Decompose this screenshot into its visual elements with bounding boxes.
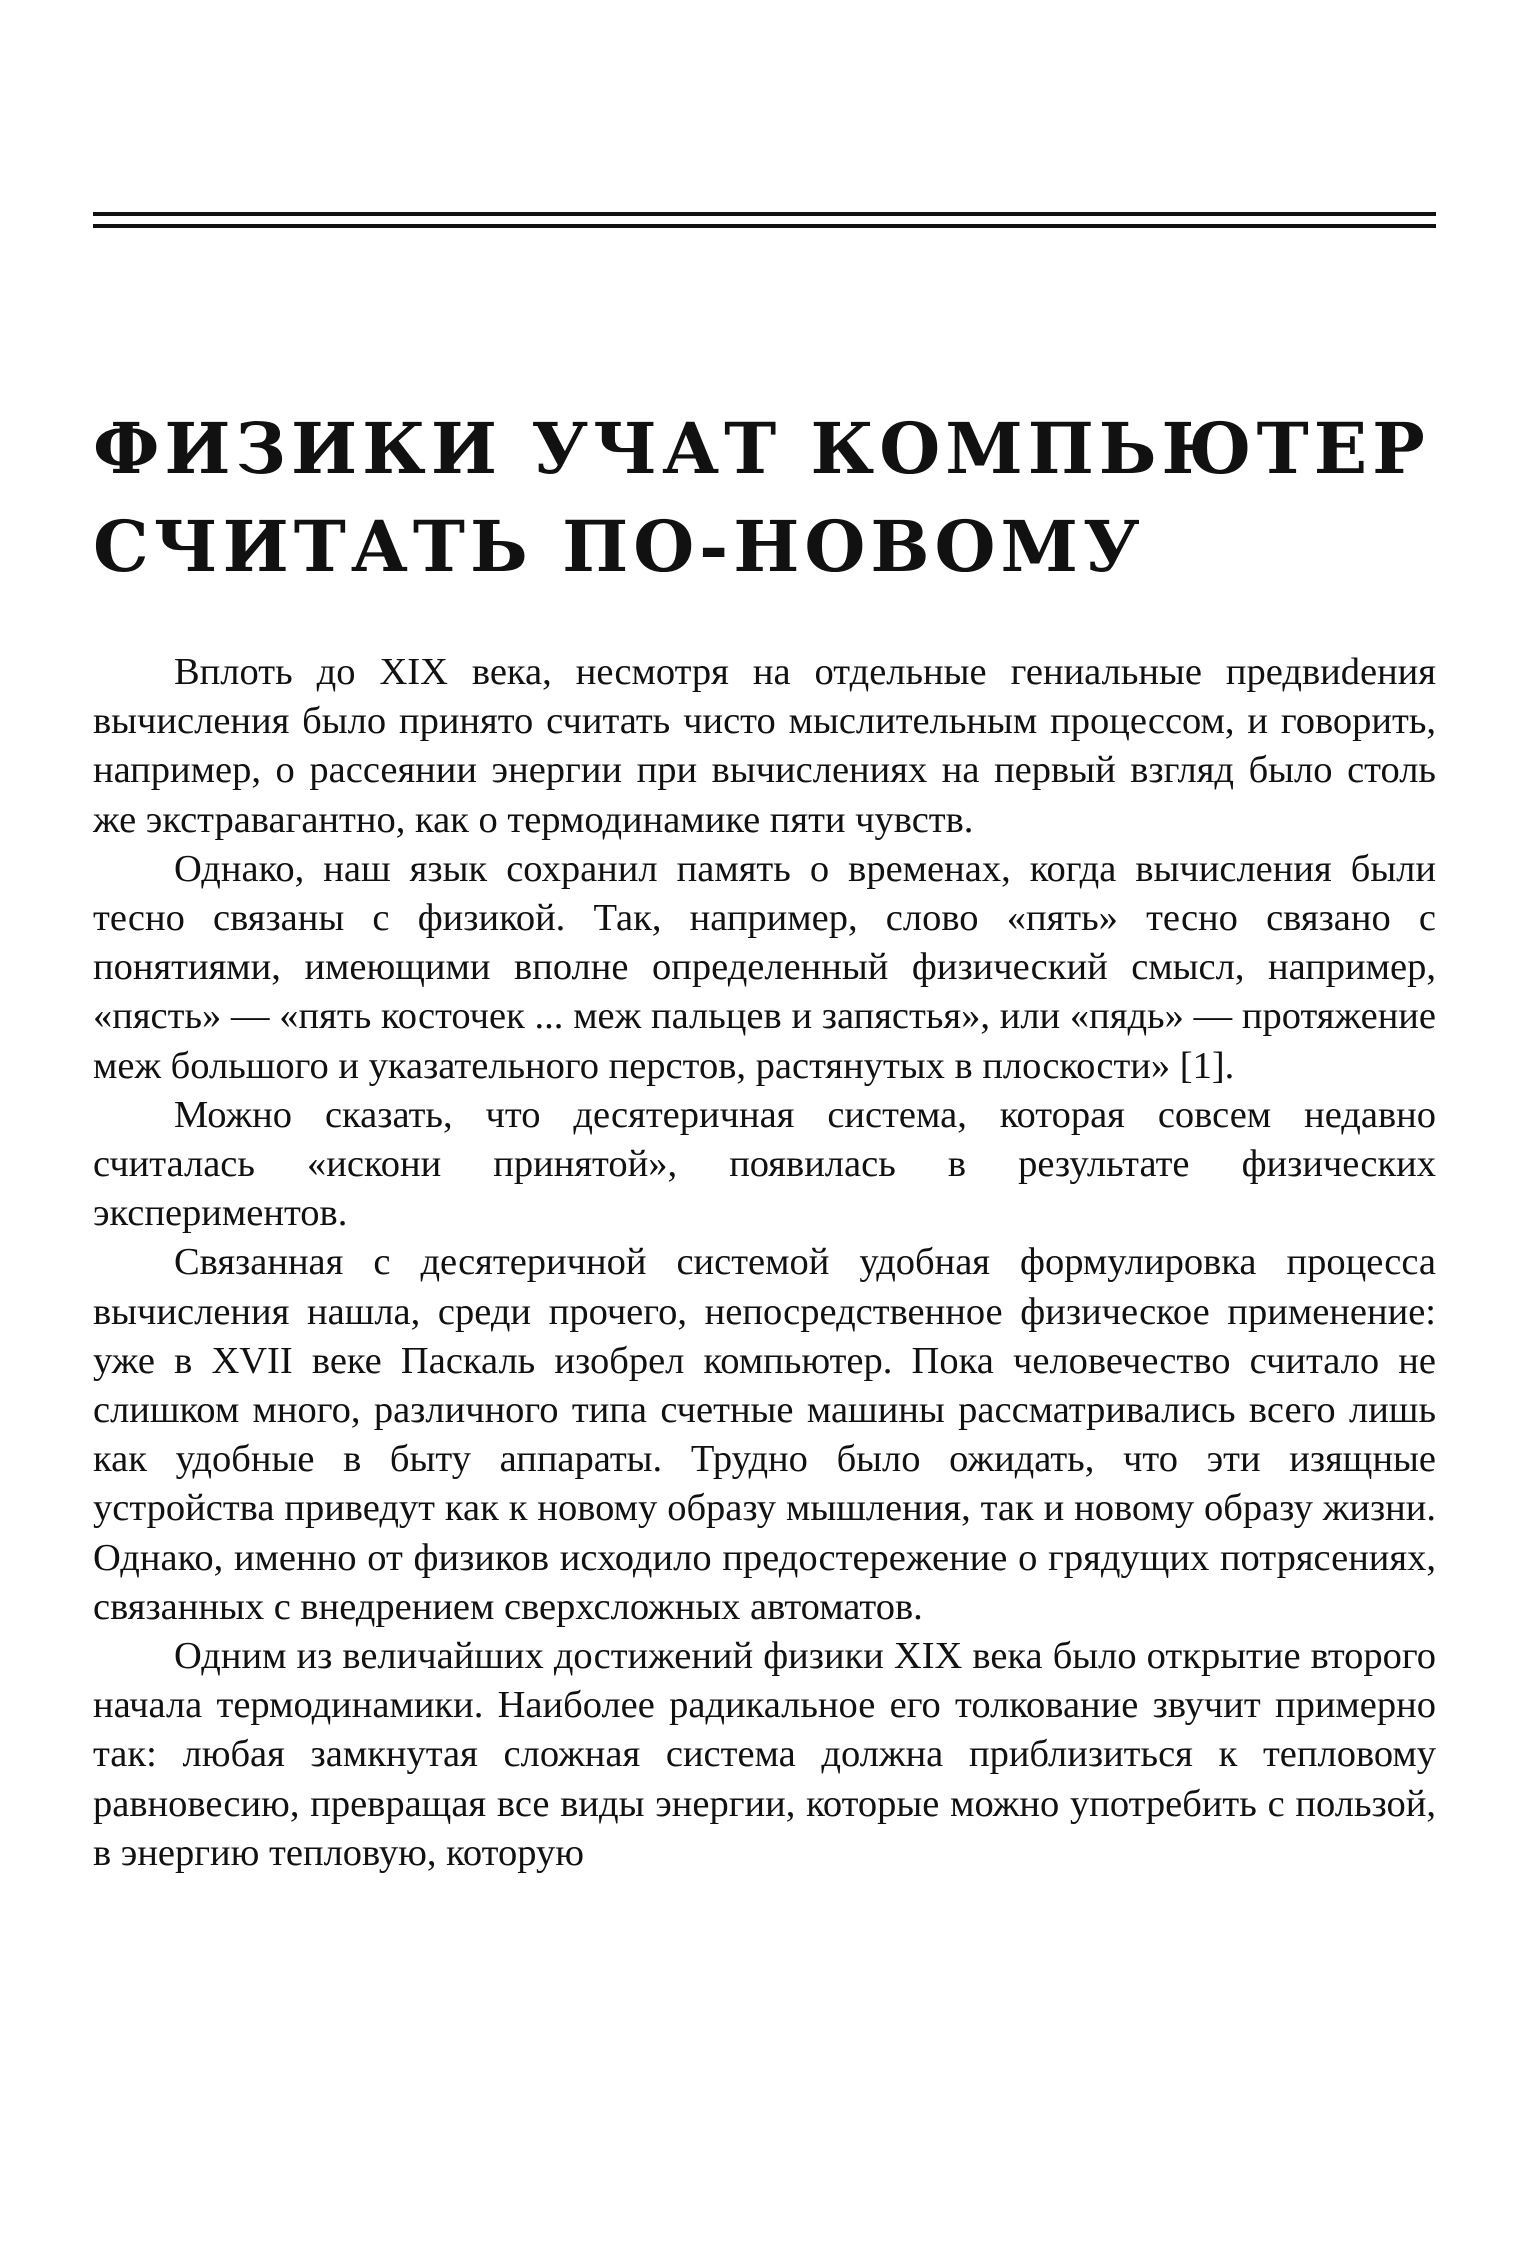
paragraph-1: Вплоть до XIX века, несмотря на отдельные гениальные предвиdения вычисления было принято считать чисто мыслительным процессом, и говорить, например, о рассеянии энергии при вычислениях на первый взгляд было столь же экстравагантно, как о термодинамике пяти чувств. [93,651,1436,841]
chapter-title-line-1: ФИЗИКИ УЧАТ КОМПЬЮТЕР [93,407,1430,490]
header-rule-top [93,212,1436,216]
header-rule-bottom [93,224,1436,228]
paragraph-3: Можно сказать, что десятеричная система, которая совсем недавно считалась «искони принятой», появилась в результате физических экспериментов. [93,1093,1436,1235]
paragraph-4: Связанная с десятеричной системой удобная формулировка процесса вычисления нашла, среди прочего, непосредственное физическое применение: уже в XVII веке Паскаль изобрел компьютер. Пока человечество считало не слишком много, различного типа счетные машины рассматривались всего лишь как удобные в быту аппараты. Трудно было ожидать, что эти изящные устройства приведут как к новому образу мышления, так и новому образу жизни. Однако, именно от физиков исходило предостережение о грядущих потрясениях, связанных с внедрением сверхсложных автоматов. [93,1241,1436,1628]
chapter-title-line-2: СЧИТАТЬ ПО-НОВОМУ [93,505,1145,588]
body-text [93,648,1436,1878]
paragraph-5: Одним из величайших достижений физики XIX века было открытие второго начала термодинамики. Наиболее радикальное его толкование звучит примерно так: любая замкнутая сложная система должна приблизиться к тепловому равновесию, превращая все виды энергии, которые можно употребить с пользой, в энергию тепловую, которую [93,1635,1436,1874]
paragraph-2: Однако, наш язык сохранил память о временах, когда вычисления были тесно связаны с физикой. Так, например, слово «пять» тесно связано с понятиями, имеющими вполне определенный физический смысл, например, «пясть» — «пять косточек ... меж пальцев и запястья», или «пядь» — протяжение меж большого и указательного перстов, растянутых в плоскости» [1]. [93,847,1436,1087]
chapter-title [93,400,1436,596]
